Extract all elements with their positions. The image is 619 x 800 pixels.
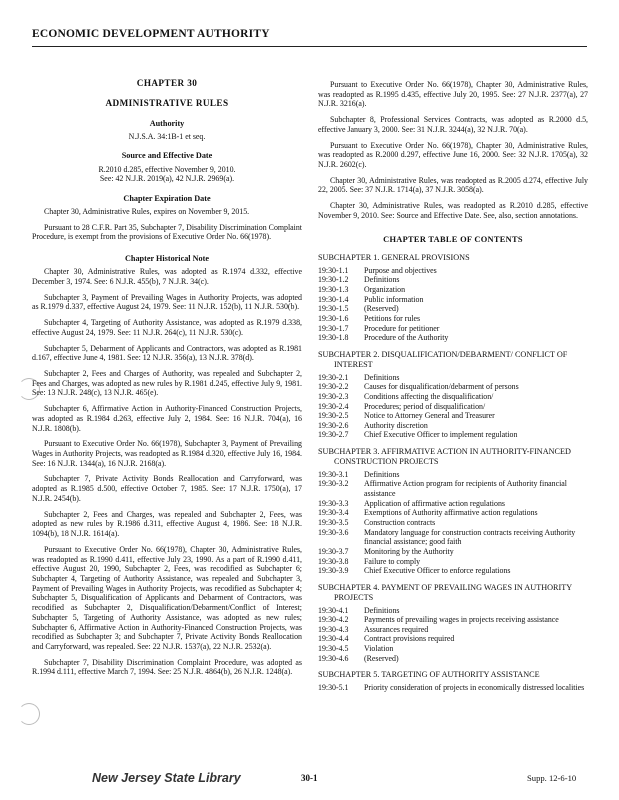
history-paragraph: Subchapter 5, Debarment of Applicants and Contractors, was adopted as R.1981 d.167, effective June 4, 1981. See: 12 N.J.R. 356(a), 13 N.J.R. 378(d). — [32, 343, 302, 363]
history-paragraph: Pursuant to Executive Order No. 66(1978), Subchapter 3, Payment of Prevailing Wages in Authority Projects, was readopted as R.1984 d.320, effective July 16, 1984. See: 16 N.J.R. 1344(a), 16 N.J.R. 2168(a). — [32, 439, 302, 468]
history-paragraph: Subchapter 7, Disability Discrimination Complaint Procedure, was adopted as R.1994 d.111, effective March 7, 1994. See: 25 N.J.R. 4864(b), 26 N.J.R. 1248(a). — [32, 657, 302, 677]
authority-text: N.J.S.A. 34:1B-1 et seq. — [128, 131, 206, 141]
toc-item — [318, 402, 588, 412]
toc-section-number: 19:30-4.5 — [318, 644, 349, 654]
toc-section-number: 19:30-3.4 — [318, 508, 349, 518]
toc-section-number: 19:30-3.7 — [318, 546, 349, 556]
toc-section-number: 19:30-4.3 — [318, 624, 349, 634]
toc-item — [318, 547, 588, 557]
toc-section-number: 19:30-3.9 — [318, 566, 349, 576]
toc-section-title: Procedure for petitioner — [364, 323, 440, 333]
expiration-heading: Chapter Expiration Date — [123, 193, 211, 203]
toc-section-title: Mandatory language for construction contracts receiving Authority financial assistance; good faith — [364, 527, 576, 547]
toc-section-title: Definitions — [364, 275, 400, 285]
toc-section-title: Definitions — [364, 605, 400, 615]
history-paragraph: Chapter 30, Administrative Rules, was adopted as R.1974 d.332, effective December 3, 1974. See: 6 N.J.R. 455(b), 7 N.J.R. 34(c). — [32, 267, 302, 286]
toc-section-number: 19:30-5.1 — [318, 683, 349, 693]
toc-item — [318, 421, 588, 431]
toc-section-number: 19:30-4.1 — [318, 605, 349, 615]
history-paragraph: Pursuant to Executive Order No. 66(1978), Chapter 30, Administrative Rules, was readopted as R.2000 d.297, effective June 16, 2000. See: 32 N.J.R. 1705(a), 32 N.J.R. 2602(c). — [318, 140, 588, 170]
table-of-contents — [318, 253, 588, 693]
toc-section-title: Payments of prevailing wages in projects receiving assistance — [364, 615, 559, 625]
toc-section-title: (Reserved) — [364, 653, 399, 663]
history-paragraph: Pursuant to Executive Order No. 66(1978), Chapter 30, Administrative Rules, was readopted as R.1990 d.411, effective July 23, 1990. As a part of R.1990 d.411, effective August 20, 1990, Subchapter 2, Fees, was recodified as Subchapter 6; Subchapter 4, Targeting of Authority Assistance, was repealed and Subchapter 3, Payment of Prevailing Wages in Authority Projects, was recodified as Subchapter 4; Subchapter 5, Disqualification of Applicants and Debarment of Contractors, was recodified as Subchapter 2, Disqualification/Debarment/Conflict of Interest; Subchapter 5, Targeting of Authority Assistance, was adopted as new rules; Subchapter 6, Affirmative Action in Authority-Financed Construction Projects, was recodified as Subchapter 3; and Subchapter 7, Private Activity Bonds Reallocation and Carryforward, was repealed. See: 22 N.J.R. 1537(a), 22 N.J.R. 2532(a). — [32, 544, 302, 651]
toc-section-title: Organization — [364, 285, 406, 295]
supplement-date: Supp. 12-6-10 — [527, 773, 577, 783]
toc-subchapter-title: SUBCHAPTER 3. AFFIRMATIVE ACTION IN AUTHORITY-FINANCED CONSTRUCTION PROJECTS — [318, 447, 571, 466]
toc-item — [318, 557, 588, 567]
toc-item — [318, 644, 588, 654]
source-line: R.2010 d.285, effective November 9, 2010. — [98, 164, 236, 174]
toc-section-number: 19:30-2.5 — [318, 411, 349, 421]
expiration-paragraph: Chapter 30, Administrative Rules, expires on November 9, 2015. — [44, 207, 250, 217]
punch-hole-icon — [18, 703, 40, 725]
toc-section-number: 19:30-2.2 — [318, 382, 349, 392]
toc-section-title: Application of affirmative action regulations — [364, 498, 505, 508]
toc-section-title: Definitions — [364, 372, 400, 382]
toc-item — [318, 295, 588, 305]
toc-section-title: Affirmative Action program for recipients of Authority financial assistance — [364, 479, 567, 499]
toc-section-title: Exemptions of Authority affirmative action regulations — [364, 508, 538, 518]
toc-section-number: 19:30-3.1 — [318, 469, 349, 479]
toc-section-number: 19:30-3.2 — [318, 479, 349, 489]
toc-item — [318, 314, 588, 324]
toc-section-number: 19:30-1.2 — [318, 275, 349, 285]
page-number: 30-1 — [301, 773, 318, 783]
toc-item — [318, 382, 588, 392]
toc-section-title: Construction contracts — [364, 517, 436, 527]
toc-section-number: 19:30-1.6 — [318, 314, 349, 323]
toc-section-title: Priority consideration of projects in economically distressed localities — [364, 683, 585, 693]
toc-section-title: Public information — [364, 294, 424, 304]
expiration-paragraph: Pursuant to 28 C.F.R. Part 35, Subchapter 7, Disability Discrimination Complaint Procedure, is exempt from the provisions of Executive Order No. 66(1978). — [32, 222, 302, 242]
toc-section-title: Procedure of the Authority — [364, 333, 449, 343]
toc-section-title: Conditions affecting the disqualification/ — [364, 391, 494, 401]
toc-section-number: 19:30-4.2 — [318, 615, 349, 625]
toc-section-number: 19:30-2.1 — [318, 372, 349, 382]
toc-item — [318, 430, 588, 440]
toc-section-title: (Reserved) — [364, 304, 399, 314]
toc-section-number: 19:30-4.6 — [318, 653, 349, 663]
toc-subchapter-title: SUBCHAPTER 1. GENERAL PROVISIONS — [318, 252, 470, 262]
toc-section-title: Monitoring by the Authority — [364, 546, 454, 556]
chapter-title: ADMINISTRATIVE RULES — [105, 98, 229, 109]
toc-section-number: 19:30-2.4 — [318, 401, 349, 411]
toc-section-title: Definitions — [364, 469, 400, 479]
history-paragraph: Subchapter 4, Targeting of Authority Assistance, was adopted as R.1979 d.338, effective August 24, 1979. See: 11 N.J.R. 264(c), 11 N.J.R. 530(c). — [32, 318, 302, 337]
toc-item — [318, 470, 588, 480]
toc-subchapter-title: SUBCHAPTER 5. TARGETING OF AUTHORITY ASSISTANCE — [318, 670, 540, 680]
toc-item — [318, 411, 588, 421]
toc-section-title: Chief Executive Officer to implement regulation — [364, 430, 518, 440]
toc-item — [318, 373, 588, 383]
toc-section-title: Failure to comply — [364, 556, 421, 566]
history-paragraph: Subchapter 6, Affirmative Action in Authority-Financed Construction Projects, was adopted as R.1984 d.263, effective July 2, 1984. See: 16 N.J.R. 704(a), 16 N.J.R. 1808(b). — [32, 404, 302, 433]
chapter-number: CHAPTER 30 — [136, 78, 198, 88]
toc-item — [318, 499, 588, 509]
toc-section-title: Authority discretion — [364, 420, 428, 430]
history-paragraph: Subchapter 2, Fees and Charges, was repealed and Subchapter 2, Fees, was adopted as new rules by R.1986 d.311, effective August 4, 1986. See: 18 N.J.R. 1094(b), 18 N.J.R. 1614(a). — [32, 509, 302, 539]
toc-item — [318, 333, 588, 343]
header-rule — [32, 46, 587, 47]
toc-item — [318, 275, 588, 285]
toc-section-title: Contract provisions required — [364, 634, 455, 644]
toc-section-title: Purpose and objectives — [364, 265, 437, 275]
history-paragraph: Subchapter 2, Fees and Charges of Authority, was repealed and Subchapter 2, Fees and Charges, was adopted as new rules by R.1981 d.245, effective July 9, 1981. See: 13 N.J.R. 248(c), 13 N.J.R. 465(e). — [32, 369, 302, 398]
toc-section-title: Procedures; period of disqualification/ — [364, 401, 486, 411]
running-header: ECONOMIC DEVELOPMENT AUTHORITY — [32, 28, 270, 40]
toc-item — [318, 508, 588, 518]
history-paragraph: Chapter 30, Administrative Rules, was readopted as R.2005 d.274, effective July 22, 2005. See: 37 N.J.R. 1714(a), 37 N.J.R. 3058(a). — [318, 175, 588, 195]
history-paragraph: Pursuant to Executive Order No. 66(1978), Chapter 30, Administrative Rules, was readopted as R.1995 d.435, effective July 20, 1995. See: 27 N.J.R. 2377(a), 27 N.J.R. 3216(a). — [318, 80, 588, 109]
toc-item — [318, 479, 588, 498]
history-paragraph: Subchapter 8, Professional Services Contracts, was adopted as R.2000 d.5, effective January 3, 2000. See: 31 N.J.R. 3244(a), 32 N.J.R. 70(a). — [318, 115, 588, 134]
toc-item — [318, 606, 588, 616]
toc-item — [318, 518, 588, 528]
history-heading: Chapter Historical Note — [125, 254, 209, 264]
toc-section-number: 19:30-1.7 — [318, 323, 349, 333]
toc-section-number: 19:30-3.5 — [318, 517, 349, 527]
toc-section-number: 19:30-2.6 — [318, 420, 349, 430]
right-column — [318, 80, 588, 693]
history-paragraph: Subchapter 3, Payment of Prevailing Wages in Authority Projects, was adopted as R.1979 d.337, effective August 24, 1979. See: 11 N.J.R. 152(b), 11 N.J.R. 530(b). — [32, 292, 302, 312]
toc-section-number: 19:30-3.3 — [318, 498, 349, 508]
toc-section-number: 19:30-1.8 — [318, 333, 349, 343]
toc-item — [318, 285, 588, 295]
toc-section-number: 19:30-4.4 — [318, 634, 349, 644]
toc-section-number: 19:30-2.3 — [318, 391, 349, 401]
toc-section-title: Causes for disqualification/debarment of persons — [364, 382, 519, 392]
authority-heading: Authority — [149, 118, 185, 128]
toc-item — [318, 683, 588, 693]
toc-item — [318, 625, 588, 635]
toc-section-number: 19:30-2.7 — [318, 430, 349, 440]
toc-item — [318, 615, 588, 625]
library-watermark: New Jersey State Library — [92, 771, 241, 785]
toc-item — [318, 654, 588, 664]
toc-section-number: 19:30-1.5 — [318, 304, 349, 314]
toc-section-number: 19:30-3.6 — [318, 527, 349, 537]
history-paragraph: Subchapter 7, Private Activity Bonds Reallocation and Carryforward, was adopted as R.1985 d.500, effective October 7, 1985. See: 17 N.J.R. 1750(a), 17 N.J.R. 2454(b). — [32, 474, 302, 503]
source-line: See: 42 N.J.R. 2019(a), 42 N.J.R. 2969(a). — [99, 174, 235, 184]
toc-section-number: 19:30-1.3 — [318, 285, 349, 295]
history-paragraph: Chapter 30, Administrative Rules, was readopted as R.2010 d.285, effective November 9, 2010. See: Source and Effective Date. See, also, section annotations. — [318, 201, 588, 220]
left-column — [32, 78, 302, 683]
toc-item — [318, 324, 588, 334]
toc-section-title: Violation — [364, 644, 394, 654]
toc-section-title: Chief Executive Officer to enforce regulations — [364, 566, 511, 576]
toc-heading: CHAPTER TABLE OF CONTENTS — [383, 234, 523, 244]
toc-item — [318, 266, 588, 276]
toc-section-title: Notice to Attorney General and Treasurer — [364, 411, 495, 421]
toc-section-title: Petitions for rules — [364, 314, 421, 323]
source-heading: Source and Effective Date — [121, 151, 213, 161]
toc-item — [318, 634, 588, 644]
toc-section-number: 19:30-3.8 — [318, 556, 349, 566]
toc-item — [318, 304, 588, 314]
toc-section-title: Assurances required — [364, 624, 429, 634]
toc-section-number: 19:30-1.1 — [318, 265, 349, 275]
toc-section-number: 19:30-1.4 — [318, 294, 349, 304]
toc-item — [318, 528, 588, 547]
toc-subchapter-title: SUBCHAPTER 4. PAYMENT OF PREVAILING WAGES IN AUTHORITY PROJECTS — [318, 582, 572, 602]
toc-item — [318, 392, 588, 402]
toc-item — [318, 566, 588, 576]
toc-subchapter-title: SUBCHAPTER 2. DISQUALIFICATION/DEBARMENT/ CONFLICT OF INTEREST — [318, 349, 568, 369]
